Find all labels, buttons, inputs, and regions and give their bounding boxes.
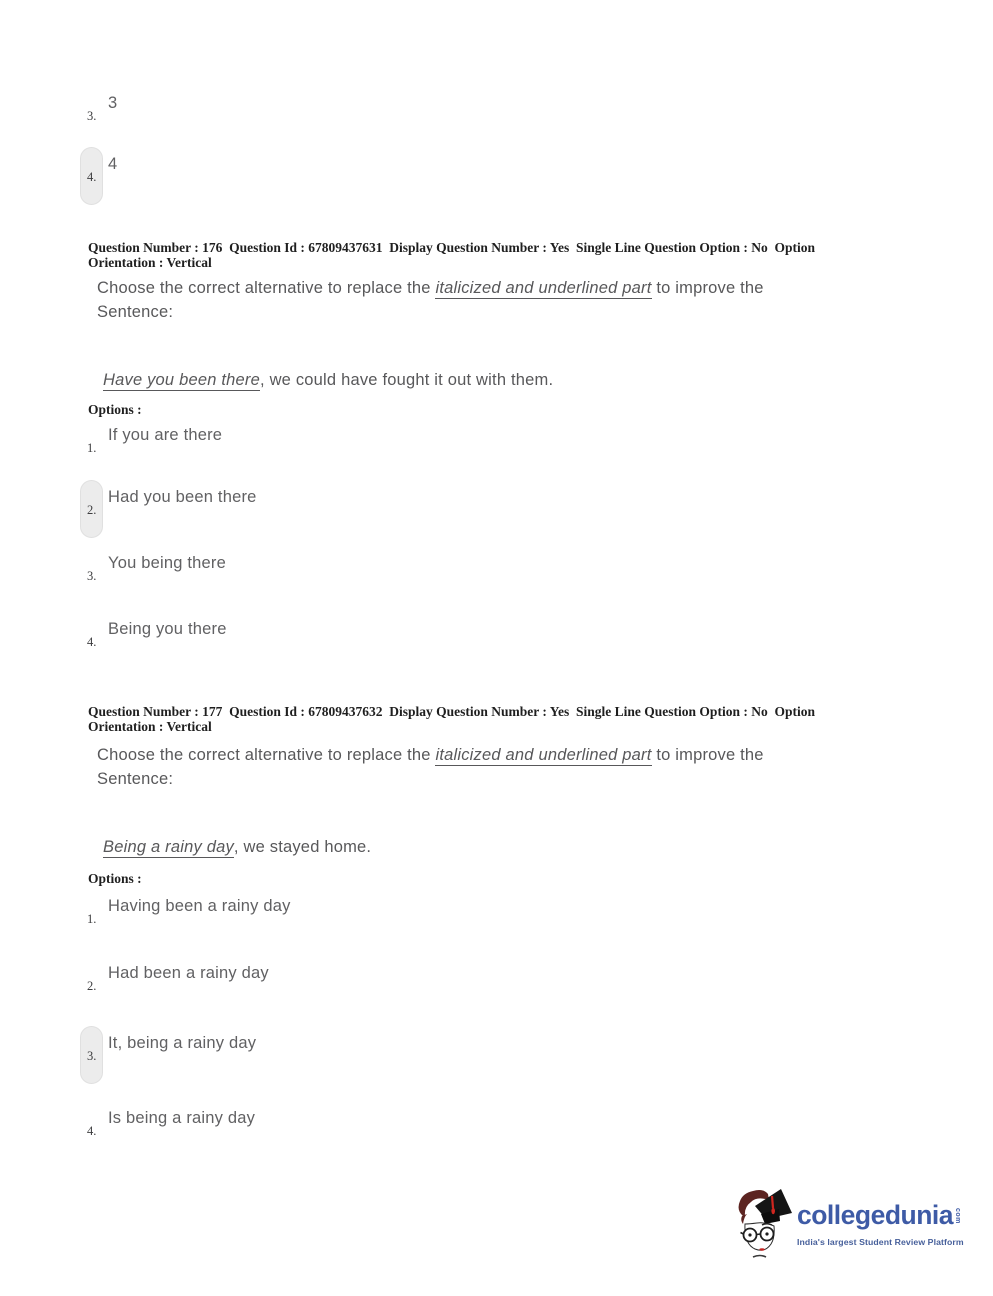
option-number: 2. (87, 503, 97, 517)
question-176-options-label: Options : (88, 402, 142, 417)
question-177-option-1[interactable] (80, 889, 720, 949)
sentence-emphasis: Have you been there (103, 371, 260, 389)
option-number: 4. (87, 170, 97, 184)
option-number: 3. (87, 569, 97, 583)
question-176-option-4[interactable] (80, 612, 720, 672)
carryover-option-4[interactable] (80, 147, 720, 207)
brand-tagline: India's largest Student Review Platform (797, 1237, 964, 1247)
question-177-options-label: Options : (88, 871, 142, 886)
option-label: If you are there (108, 426, 223, 444)
sentence-emphasis: Being a rainy day (103, 838, 234, 856)
carryover-option-3[interactable] (80, 86, 720, 146)
collegedunia-logo[interactable] (735, 1186, 965, 1262)
question-176-meta-header: Question Number : 176 Question Id : 67809437631 Display Question Number : Yes Single Line Question Option : No Option Orientation : Vertical (88, 240, 819, 270)
question-176-option-2[interactable] (80, 480, 720, 540)
sentence-rest: , we could have fought it out with them. (260, 371, 554, 389)
option-label: Having been a rainy day (108, 897, 291, 915)
prompt-suffix: to improve the Sentence: (97, 746, 764, 788)
prompt-prefix: Choose the correct alternative to replace the (97, 279, 436, 297)
question-177-prompt (97, 743, 797, 791)
question-177-option-2[interactable] (80, 956, 720, 1016)
option-number: 4. (87, 1124, 97, 1138)
question-176-prompt (97, 276, 797, 324)
brand-tld: com (954, 1208, 961, 1224)
option-number: 1. (87, 441, 97, 455)
option-number: 2. (87, 979, 97, 993)
question-177-sentence (103, 836, 863, 858)
mascot-icon (735, 1186, 795, 1261)
question-176-option-3[interactable] (80, 546, 720, 606)
option-label: You being there (108, 554, 226, 572)
option-label: Had you been there (108, 488, 257, 506)
prompt-suffix: to improve the Sentence: (97, 279, 764, 321)
option-label: Had been a rainy day (108, 964, 269, 982)
brand-name: collegedunia (797, 1200, 953, 1230)
question-177-option-4[interactable] (80, 1101, 720, 1161)
sentence-rest: , we stayed home. (233, 838, 372, 856)
question-177-option-3[interactable] (80, 1026, 720, 1086)
option-number: 3. (87, 109, 97, 123)
option-label: 3 (108, 94, 118, 112)
option-label: Is being a rainy day (108, 1109, 256, 1127)
option-number: 1. (87, 912, 97, 926)
prompt-emphasis: italicized and underlined part (435, 279, 652, 297)
option-number: 4. (87, 635, 97, 649)
question-176-sentence (103, 369, 863, 391)
question-177-meta-header: Question Number : 177 Question Id : 67809437632 Display Question Number : Yes Single Line Question Option : No Option Orientation : Vertical (88, 704, 819, 734)
prompt-emphasis: italicized and underlined part (435, 746, 652, 764)
option-label: It, being a rainy day (108, 1034, 257, 1052)
question-176-option-1[interactable] (80, 418, 720, 478)
option-label: Being you there (108, 620, 227, 638)
prompt-prefix: Choose the correct alternative to replace the (97, 746, 436, 764)
option-label: 4 (108, 155, 118, 173)
option-number: 3. (87, 1049, 97, 1063)
